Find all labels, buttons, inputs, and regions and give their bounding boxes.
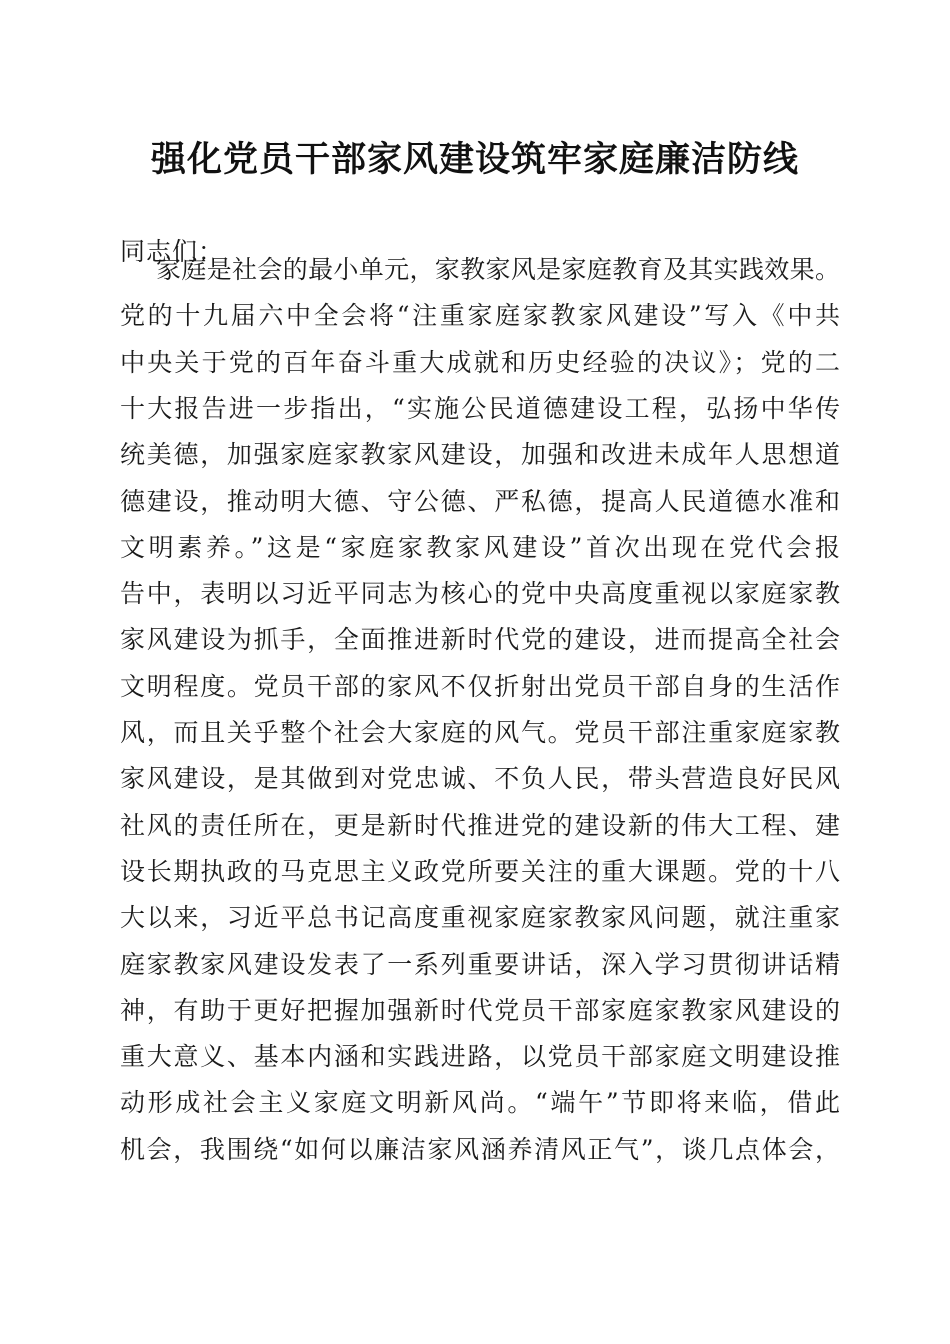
body-line: 风，而且关乎整个社会大家庭的风气。党员干部注重家庭家教 [120, 718, 840, 747]
body-line: 德建设，推动明大德、守公德、严私德，提高人民道德水准和 [120, 486, 840, 516]
body-line: 中央关于党的百年奋斗重大成就和历史经验的决议》；党的二 [120, 347, 840, 377]
body-line: 动形成社会主义家庭文明新风尚。“端午”节即将来临，借此 [120, 1088, 840, 1118]
body-line: 设长期执政的马克思主义政党所要关注的重大课题。党的十八 [120, 856, 840, 886]
body-line: 机会，我围绕“如何以廉洁家风涵养清风正气”，谈几点体会， [120, 1134, 840, 1164]
body-line: 神，有助于更好把握加强新时代党员干部家庭家教家风建设的 [120, 995, 840, 1025]
document-title: 强化党员干部家风建设筑牢家庭廉洁防线 [150, 139, 799, 180]
body-line: 文明程度。党员干部的家风不仅折射出党员干部自身的生活作 [120, 671, 840, 701]
body-line: 大以来，习近平总书记高度重视家庭家教家风问题，就注重家 [120, 903, 840, 933]
body-line: 社风的责任所在，更是新时代推进党的建设新的伟大工程、建 [120, 810, 840, 840]
body-line: 家风建设为抓手，全面推进新时代党的建设，进而提高全社会 [120, 625, 840, 655]
body-line: 统美德，加强家庭家教家风建设，加强和改进未成年人思想道 [120, 440, 840, 470]
body-line: 家风建设，是其做到对党忠诚、不负人民，带头营造良好民风 [120, 764, 840, 794]
body-line: 告中，表明以习近平同志为核心的党中央高度重视以家庭家教 [120, 579, 840, 609]
salutation: 同志们： [120, 237, 225, 266]
body-line: 庭家教家风建设发表了一系列重要讲话，深入学习贯彻讲话精 [120, 949, 840, 979]
body-line: 重大意义、基本内涵和实践进路，以党员干部家庭文明建设推 [120, 1042, 840, 1072]
body-line: 十大报告进一步指出，“实施公民道德建设工程，弘扬中华传 [120, 393, 840, 423]
body-line: 家庭是社会的最小单元，家教家风是家庭教育及其实践效果。 [156, 255, 840, 284]
body-line: 党的十九届六中全会将“注重家庭家教家风建设”写入《中共 [120, 301, 840, 331]
body-line: 文明素养。”这是“家庭家教家风建设”首次出现在党代会报 [120, 532, 840, 562]
